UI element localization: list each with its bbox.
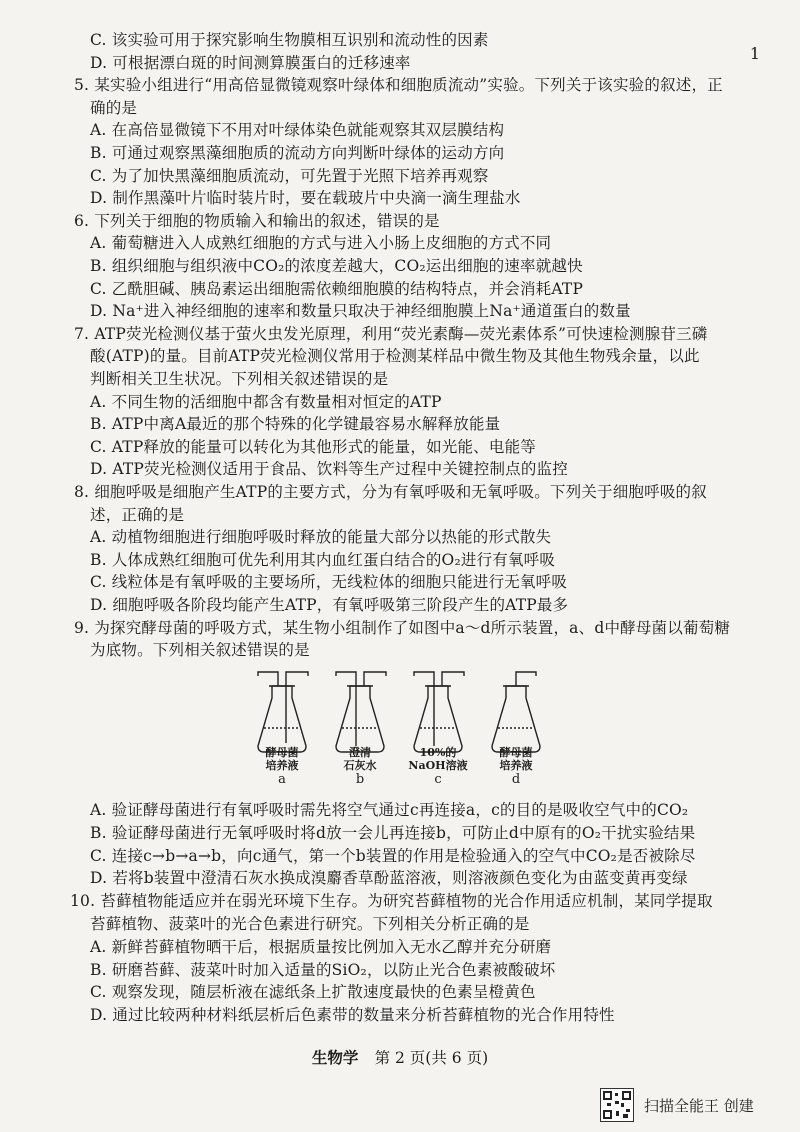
text-line: D. 通过比较两种材料纸层析后色素带的数量来分析苔藓植物的光合作用特性	[90, 1006, 615, 1025]
text-line: D. Na⁺进入神经细胞的速率和数量只取决于神经细胞膜上Na⁺通道蛋白的数量	[90, 302, 631, 321]
text-line: A. 在高倍显微镜下不用对叶绿体染色就能观察其双层膜结构	[90, 121, 505, 140]
text-line: C. 为了加快黑藻细胞质流动，可先置于光照下培养再观察	[90, 166, 489, 185]
text-line: A. 新鲜苔藓植物晒干后，根据质量按比例加入无水乙醇并充分研磨	[90, 937, 552, 956]
apparatus-figure	[250, 668, 550, 798]
text-line: D. 可根据漂白斑的时间测算膜蛋白的迁移速率	[90, 53, 411, 72]
text-line: 酸(ATP)的量。目前ATP荧光检测仪常用于检测某样品中微生物及其他生物残余量，以此	[90, 347, 700, 366]
text-line: D. 制作黑藻叶片临时装片时，要在载玻片中央滴一滴生理盐水	[90, 189, 521, 208]
text-line: 5. 某实验小组进行“用高倍显微镜观察叶绿体和细胞质流动”实验。下列关于该实验的叙述，正	[74, 76, 723, 95]
flask-a-icon	[258, 672, 308, 752]
qr-code-icon	[600, 1088, 634, 1122]
text-line: C. 连接c→b→a→b，向c通气，第一个b装置的作用是检验通入的空气中CO₂是否被除尽	[90, 846, 696, 865]
text-line: B. ATP中离A最近的那个特殊的化学键最容易水解释放能量	[90, 415, 501, 434]
text-line: 为底物。下列相关叙述错误的是	[90, 641, 310, 660]
text-line: B. 验证酵母菌进行无氧呼吸时将d放一会儿再连接b，可防止d中原有的O₂干扰实验结果	[90, 823, 696, 842]
footer-subject: 生物学	[311, 1048, 359, 1067]
flask-b-icon	[336, 672, 386, 752]
text-line: 8. 细胞呼吸是细胞产生ATP的主要方式，分为有氧呼吸和无氧呼吸。下列关于细胞呼吸的叙	[74, 483, 707, 501]
text-line: D. 细胞呼吸各阶段均能产生ATP，有氧呼吸第三阶段产生的ATP最多	[90, 596, 569, 614]
page-footer	[0, 1046, 800, 1068]
text-line: 10. 苔藓植物能适应并在弱光环境下生存。为研究苔藓植物的光合作用适应机制，某同学提取	[70, 892, 713, 911]
scanner-watermark	[600, 1088, 754, 1122]
text-line: C. 线粒体是有氧呼吸的主要场所，无线粒体的细胞只能进行无氧呼吸	[90, 573, 568, 592]
text-line: 6. 下列关于细胞的物质输入和输出的叙述，错误的是	[74, 211, 440, 230]
page-corner-number: 1	[749, 44, 760, 63]
text-line: 述，正确的是	[90, 505, 185, 524]
text-line: C. ATP释放的能量可以转化为其他形式的能量，如光能、电能等	[90, 437, 536, 456]
flask-c-letter: c	[434, 772, 442, 787]
text-line: B. 可通过观察黑藻细胞质的流动方向判断叶绿体的运动方向	[90, 144, 505, 162]
text-line: A. 验证酵母菌进行有氧呼吸时需先将空气通过c再连接a，c的目的是吸收空气中的CO₂	[90, 801, 689, 819]
flask-d-icon	[492, 672, 540, 752]
flask-c-icon	[414, 672, 464, 752]
flask-b-letter: b	[355, 772, 365, 787]
text-line: C. 观察发现，随层析液在滤纸条上扩散速度最快的色素呈橙黄色	[90, 983, 536, 1002]
flask-diagram	[250, 668, 550, 758]
footer-page: 第 2 页(共 6 页)	[374, 1049, 489, 1067]
flask-d-label: 酵母菌 培养液	[499, 746, 533, 772]
text-line: C. 乙酰胆碱、胰岛素运出细胞需依赖细胞膜的结构特点，并会消耗ATP	[90, 279, 584, 298]
text-line: B. 人体成熟红细胞可优先利用其内血红蛋白结合的O₂进行有氧呼吸	[90, 550, 556, 569]
text-line: 确的是	[90, 98, 138, 117]
text-line: D. ATP荧光检测仪适用于食品、饮料等生产过程中关键控制点的监控	[90, 460, 568, 479]
flask-c-label: 10%的 NaOH溶液	[408, 746, 468, 772]
text-line: A. 葡萄糖进入人成熟红细胞的方式与进入小肠上皮细胞的方式不同	[90, 234, 552, 253]
text-line: C. 该实验可用于探究影响生物膜相互识别和流动性的因素	[90, 31, 489, 49]
flask-d-letter: d	[511, 772, 521, 787]
scanner-label: 扫描全能王 创建	[644, 1096, 754, 1115]
text-line: 7. ATP荧光检测仪基于萤火虫发光原理，利用“荧光素酶—荧光素体系”可快速检测腺苷三磷	[74, 324, 708, 343]
text-line: A. 动植物细胞进行细胞呼吸时释放的能量大部分以热能的形式散失	[90, 528, 552, 547]
text-line: B. 组织细胞与组织液中CO₂的浓度差越大，CO₂运出细胞的速率就越快	[90, 257, 583, 275]
text-line: 判断相关卫生状况。下列相关叙述错误的是	[90, 370, 389, 388]
text-line: 苔藓植物、菠菜叶的光合色素进行研究。下列相关分析正确的是	[90, 915, 530, 933]
text-line: 9. 为探究酵母菌的呼吸方式，某生物小组制作了如图中a～d所示装置，a、d中酵母菌以葡萄糖	[74, 618, 731, 637]
text-line: D. 若将b装置中澄清石灰水换成溴麝香草酚蓝溶液，则溶液颜色变化为由蓝变黄再变绿	[90, 869, 688, 888]
flask-a-label: 酵母菌 培养液	[265, 746, 299, 772]
text-line: B. 研磨苔藓、菠菜叶时加入适量的SiO₂，以防止光合色素被酸破坏	[90, 960, 556, 979]
text-line: A. 不同生物的活细胞中都含有数量相对恒定的ATP	[90, 392, 442, 411]
flask-b-label: 澄清 石灰水	[343, 746, 377, 772]
flask-a-letter: a	[278, 772, 286, 787]
